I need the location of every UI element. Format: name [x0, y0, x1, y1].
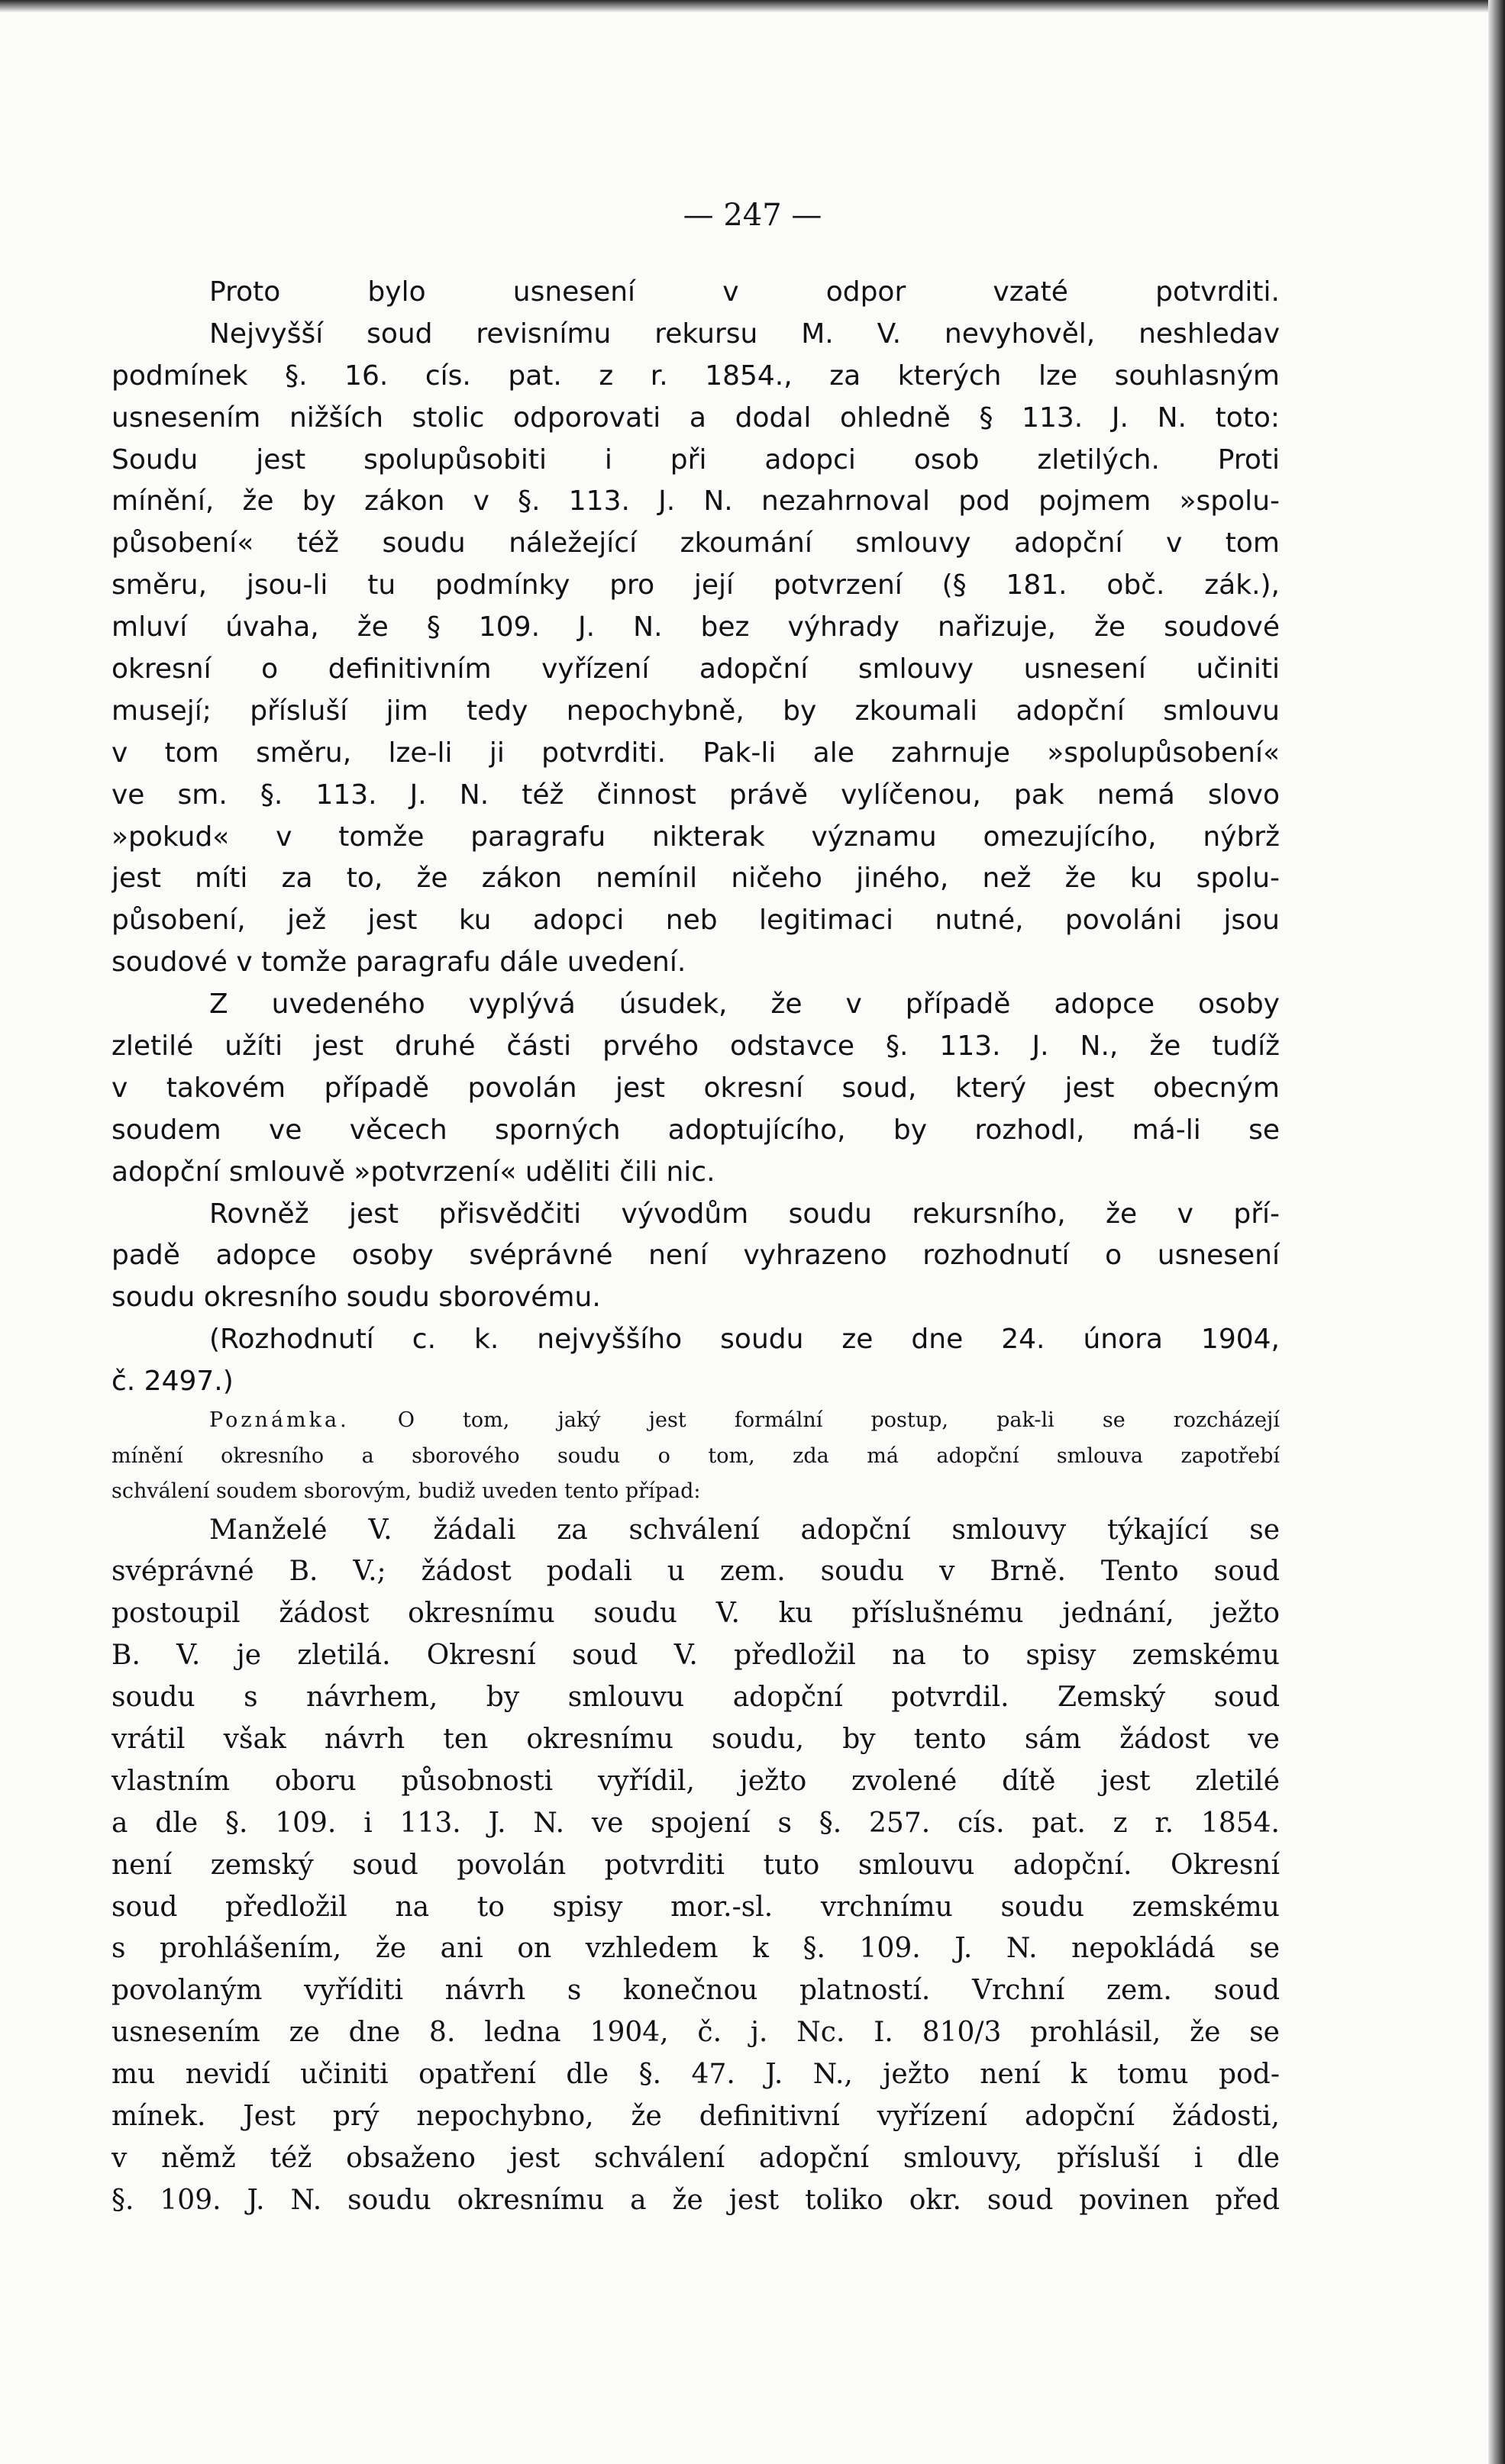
text-line: »pokud« v tomže paragrafu nikterak významu omezujícího, nýbrž — [111, 821, 1280, 853]
text-line: v tom směru, lze-li ji potvrditi. Pak-li ale zahrnuje »spolupůsobení« — [111, 737, 1280, 769]
footnote-block — [111, 1403, 1280, 1510]
text-column — [111, 272, 1280, 2222]
text-line: působení, jež jest ku adopci neb legitimaci nutné, povoláni jsou — [111, 905, 1280, 937]
text-line: mínění, že by zákon v §. 113. J. N. nezahrnoval pod pojmem »spolu- — [111, 485, 1280, 518]
note-first-line-text: O tom, jaký jest formální postup, pak-li se rozcházejí — [397, 1408, 1280, 1433]
text-line: Manželé V. žádali za schválení adopční smlouvy týkající se — [209, 1514, 1280, 1546]
text-line: §. 109. J. N. soudu okresnímu a že jest toliko okr. soud povinen před — [111, 2184, 1280, 2216]
paragraph-block-4 — [111, 1510, 1280, 2222]
paragraph-block-2 — [111, 984, 1280, 1193]
text-line: okresní o definitivním vyřízení adopční smlouvy usnesení učiniti — [111, 653, 1280, 685]
text-line: vrátil však návrh ten okresnímu soudu, by tento sám žádost ve — [111, 1724, 1280, 1755]
text-line: vlastním oboru působnosti vyřídil, ježto zvolené dítě jest zletilé — [111, 1765, 1280, 1797]
note-line: mínění okresního a sborového soudu o tom, zda má adopční smlouva zapotřebí — [111, 1443, 1280, 1468]
note-label: Poznámka. — [209, 1408, 350, 1433]
text-line: musejí; přísluší jim tedy nepochybně, by zkoumali adopční smlouvu — [111, 695, 1280, 727]
text-line: soudu s návrhem, by smlouvu adopční potvrdil. Zemský soud — [111, 1682, 1280, 1714]
text-line: mluví úvaha, že § 109. J. N. bez výhrady nařizuje, že soudové — [111, 611, 1280, 643]
citation — [111, 1319, 1280, 1403]
scan-top-edge — [0, 0, 1505, 12]
scan-right-edge — [1488, 0, 1505, 2464]
text-line: směru, jsou-li tu podmínky pro její potvrzení (§ 181. obč. zák.), — [111, 569, 1280, 601]
text-line: Nejvyšší soud revisnímu rekursu M. V. nevyhověl, neshledav — [209, 318, 1280, 350]
text-line: Rovněž jest přisvědčiti vývodům soudu rekursního, že v pří- — [209, 1198, 1280, 1230]
text-line: povolaným vyříditi návrh s konečnou platností. Vrchní zem. soud — [111, 1975, 1280, 2007]
paragraph-block-3 — [111, 1194, 1280, 1320]
text-line: B. V. je zletilá. Okresní soud V. předložil na to spisy zemskému — [111, 1640, 1280, 1672]
text-line: soudu okresního soudu sborovému. — [111, 1282, 601, 1314]
text-line: s prohlášením, že ani on vzhledem k §. 109. J. N. nepokládá se — [111, 1933, 1280, 1965]
text-line: v němž též obsaženo jest schválení adopční smlouvy, přísluší i dle — [111, 2142, 1280, 2174]
text-line: adopční smlouvě »potvrzení« uděliti čili nic. — [111, 1156, 715, 1188]
text-line: padě adopce osoby svéprávné není vyhrazeno rozhodnutí o usnesení — [111, 1240, 1280, 1272]
citation-line: (Rozhodnutí c. k. nejvyššího soudu ze dne 24. února 1904, — [209, 1324, 1280, 1356]
text-line: Z uvedeného vyplývá úsudek, že v případě adopce osoby — [209, 989, 1280, 1021]
page-number: — 247 — — [683, 198, 822, 233]
text-line: Proto bylo usnesení v odpor vzaté potvrditi. — [209, 276, 1280, 308]
text-line: soudem ve věcech sporných adoptujícího, by rozhodl, má-li se — [111, 1114, 1280, 1146]
text-line: usnesením nižších stolic odporovati a dodal ohledně § 113. J. N. toto: — [111, 402, 1280, 434]
text-line: jest míti za to, že zákon nemínil ničeho jiného, než že ku spolu- — [111, 863, 1280, 895]
text-line: zletilé užíti jest druhé části prvého odstavce §. 113. J. N., že tudíž — [111, 1030, 1280, 1063]
text-line: v takovém případě povolán jest okresní soud, který jest obecným — [111, 1072, 1280, 1104]
text-line: mu nevidí učiniti opatření dle §. 47. J. N., ježto není k tomu pod- — [111, 2059, 1280, 2091]
text-line: usnesením ze dne 8. ledna 1904, č. j. Nc. I. 810/3 prohlásil, že se — [111, 2017, 1280, 2049]
text-line: svéprávné B. V.; žádost podali u zem. soudu v Brně. Tento soud — [111, 1556, 1280, 1588]
text-line: podmínek §. 16. cís. pat. z r. 1854., za kterých lze souhlasným — [111, 360, 1280, 392]
text-line: a dle §. 109. i 113. J. N. ve spojení s §. 257. cís. pat. z r. 1854. — [111, 1807, 1280, 1839]
text-line: postoupil žádost okresnímu soudu V. ku příslušnému jednání, ježto — [111, 1598, 1280, 1630]
text-line: Soudu jest spolupůsobiti i při adopci osob zletilých. Proti — [111, 443, 1280, 476]
text-line: mínek. Jest prý nepochybno, že definitivní vyřízení adopční žádosti, — [111, 2101, 1280, 2133]
note-line: schválení soudem sborovým, budiž uveden tento případ: — [111, 1479, 701, 1504]
text-line: ve sm. §. 113. J. N. též činnost právě vylíčenou, pak nemá slovo — [111, 779, 1280, 811]
text-line: soud předložil na to spisy mor.-sl. vrchnímu soudu zemskému — [111, 1891, 1280, 1923]
text-line: soudové v tomže paragrafu dále uvedení. — [111, 947, 686, 979]
text-line: není zemský soud povolán potvrditi tuto smlouvu adopční. Okresní — [111, 1849, 1280, 1881]
text-line: působení« též soudu náležející zkoumání smlouvy adopční v tom — [111, 527, 1280, 560]
paragraph-block-1 — [111, 272, 1280, 984]
citation-line: č. 2497.) — [111, 1366, 234, 1398]
note-first-line — [111, 1403, 1280, 1439]
